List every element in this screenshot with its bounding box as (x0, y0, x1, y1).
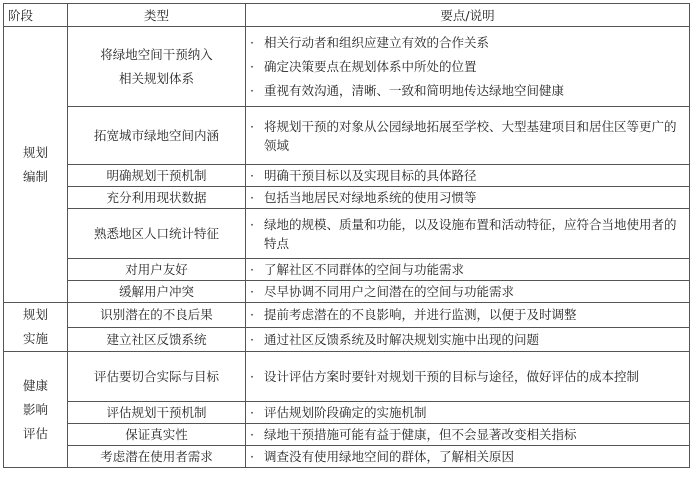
points-cell (246, 327, 690, 352)
point-text: 通过社区反馈系统及时解决规划实施中出现的问题 (264, 331, 540, 347)
type-cell (68, 27, 246, 107)
stage-cell (4, 303, 68, 352)
bullet-icon: · (250, 405, 254, 420)
type-label-line: 拓宽城市绿地空间内涵 (93, 128, 219, 143)
stage-label-line: 评估 (22, 425, 48, 441)
point-item (250, 305, 685, 324)
type-cell (68, 402, 246, 424)
bullet-icon: · (250, 449, 254, 464)
bullet-icon: · (250, 34, 254, 50)
header-type: 类型 (68, 4, 246, 27)
point-text: 绿地的规模、质量和功能，以及设施布置和活动特征，应符合当地使用者的特点 (264, 216, 677, 251)
bullet-icon: · (250, 190, 254, 205)
guidelines-table (3, 3, 690, 468)
type-label-line: 建立社区反馈系统 (106, 331, 207, 347)
type-label-line: 相关规划体系 (118, 70, 194, 86)
point-item (250, 260, 685, 279)
points-cell (246, 187, 690, 209)
points-cell (246, 259, 690, 281)
table-row (4, 209, 690, 259)
bullet-icon: · (250, 216, 254, 232)
table-row (4, 424, 690, 446)
type-label-line: 保证真实性 (125, 427, 188, 442)
type-cell (68, 187, 246, 209)
bullet-icon: · (250, 284, 254, 299)
stage-label-line: 影响 (22, 401, 48, 417)
bullet-icon: · (250, 307, 254, 323)
type-cell (68, 352, 246, 402)
header-stage: 阶段 (4, 4, 68, 27)
type-cell (68, 424, 246, 446)
table-row (4, 259, 690, 281)
point-item (250, 55, 685, 79)
stage-label-line: 编制 (22, 168, 48, 184)
points-cell (246, 402, 690, 424)
type-cell (68, 165, 246, 187)
points-cell (246, 303, 690, 328)
point-item (250, 117, 685, 155)
stage-cell (4, 352, 68, 468)
table-row (4, 352, 690, 402)
header-row (4, 4, 690, 27)
type-cell (68, 303, 246, 328)
point-text: 设计评估方案时要针对规划干预的目标与途径，做好评估的成本控制 (264, 369, 640, 384)
type-label-line: 充分利用现状数据 (106, 190, 207, 205)
point-text: 将规划干预的对象从公园绿地拓展至学校、大型基建项目和居住区等更广的领域 (264, 118, 677, 153)
bullet-icon: · (250, 427, 254, 442)
stage-label-line: 规划 (22, 307, 48, 322)
point-text: 了解社区不同群体的空间与功能需求 (264, 262, 465, 277)
table-row (4, 327, 690, 352)
point-item (250, 367, 685, 386)
points-cell (246, 107, 690, 165)
stage-label-line: 实施 (22, 331, 48, 346)
point-item (250, 166, 685, 185)
type-label-line: 将绿地空间干预纳入 (100, 46, 213, 62)
points-cell (246, 352, 690, 402)
point-item (250, 215, 685, 253)
table-row (4, 446, 690, 468)
bullet-icon: · (250, 331, 254, 347)
point-text: 确定决策要点在规划体系中所处的位置 (264, 58, 477, 74)
point-text: 评估规划阶段确定的实施机制 (264, 405, 427, 420)
points-cell (246, 424, 690, 446)
point-item (250, 330, 685, 349)
bullet-icon: · (250, 262, 254, 277)
bullet-icon: · (250, 58, 254, 74)
table-row (4, 165, 690, 187)
table-row (4, 187, 690, 209)
points-cell (246, 209, 690, 259)
points-cell (246, 446, 690, 468)
point-item (250, 188, 685, 207)
bullet-icon: · (250, 168, 254, 183)
stage-cell (4, 27, 68, 303)
point-text: 相关行动者和组织应建立有效的合作关系 (264, 34, 490, 50)
type-cell (68, 259, 246, 281)
type-cell (68, 281, 246, 303)
bullet-icon: · (250, 118, 254, 134)
type-cell (68, 446, 246, 468)
point-text: 重视有效沟通，清晰、一致和简明地传达绿地空间健康 (264, 82, 565, 98)
header-points: 要点/说明 (246, 4, 690, 27)
table-row (4, 303, 690, 328)
points-cell (246, 281, 690, 303)
point-text: 尽早协调不同用户之间潜在的空间与功能需求 (264, 284, 515, 299)
point-text: 绿地干预措施可能有益于健康，但不会显著改变相关指标 (264, 427, 577, 442)
points-cell (246, 27, 690, 107)
point-item (250, 79, 685, 103)
type-label-line: 熟悉地区人口统计特征 (93, 226, 219, 241)
point-text: 包括当地居民对绿地系统的使用习惯等 (264, 190, 477, 205)
point-item (250, 31, 685, 55)
point-item (250, 403, 685, 422)
point-item (250, 425, 685, 444)
type-label-line: 考虑潜在使用者需求 (100, 449, 213, 464)
table-row (4, 27, 690, 107)
type-label-line: 评估规划干预机制 (106, 405, 207, 420)
points-cell (246, 165, 690, 187)
type-label-line: 对用户友好 (125, 262, 188, 277)
table-row (4, 107, 690, 165)
stage-label-line: 规划 (22, 144, 48, 160)
type-label-line: 识别潜在的不良后果 (100, 307, 213, 323)
type-cell (68, 107, 246, 165)
bullet-icon: · (250, 82, 254, 98)
type-cell (68, 209, 246, 259)
type-label-line: 评估要切合实际与目标 (93, 369, 219, 384)
stage-label-line: 健康 (22, 377, 48, 393)
type-label-line: 缓解用户冲突 (118, 284, 194, 299)
bullet-icon: · (250, 369, 254, 384)
point-text: 明确干预目标以及实现目标的具体路径 (264, 168, 477, 183)
table-body (4, 27, 690, 468)
point-item (250, 282, 685, 301)
point-text: 调查没有使用绿地空间的群体，了解相关原因 (264, 449, 515, 464)
point-text: 提前考虑潜在的不良影响，并进行监测，以便于及时调整 (264, 307, 577, 323)
table-row (4, 281, 690, 303)
point-item (250, 447, 685, 466)
type-cell (68, 327, 246, 352)
type-label-line: 明确规划干预机制 (106, 168, 207, 183)
table-row (4, 402, 690, 424)
